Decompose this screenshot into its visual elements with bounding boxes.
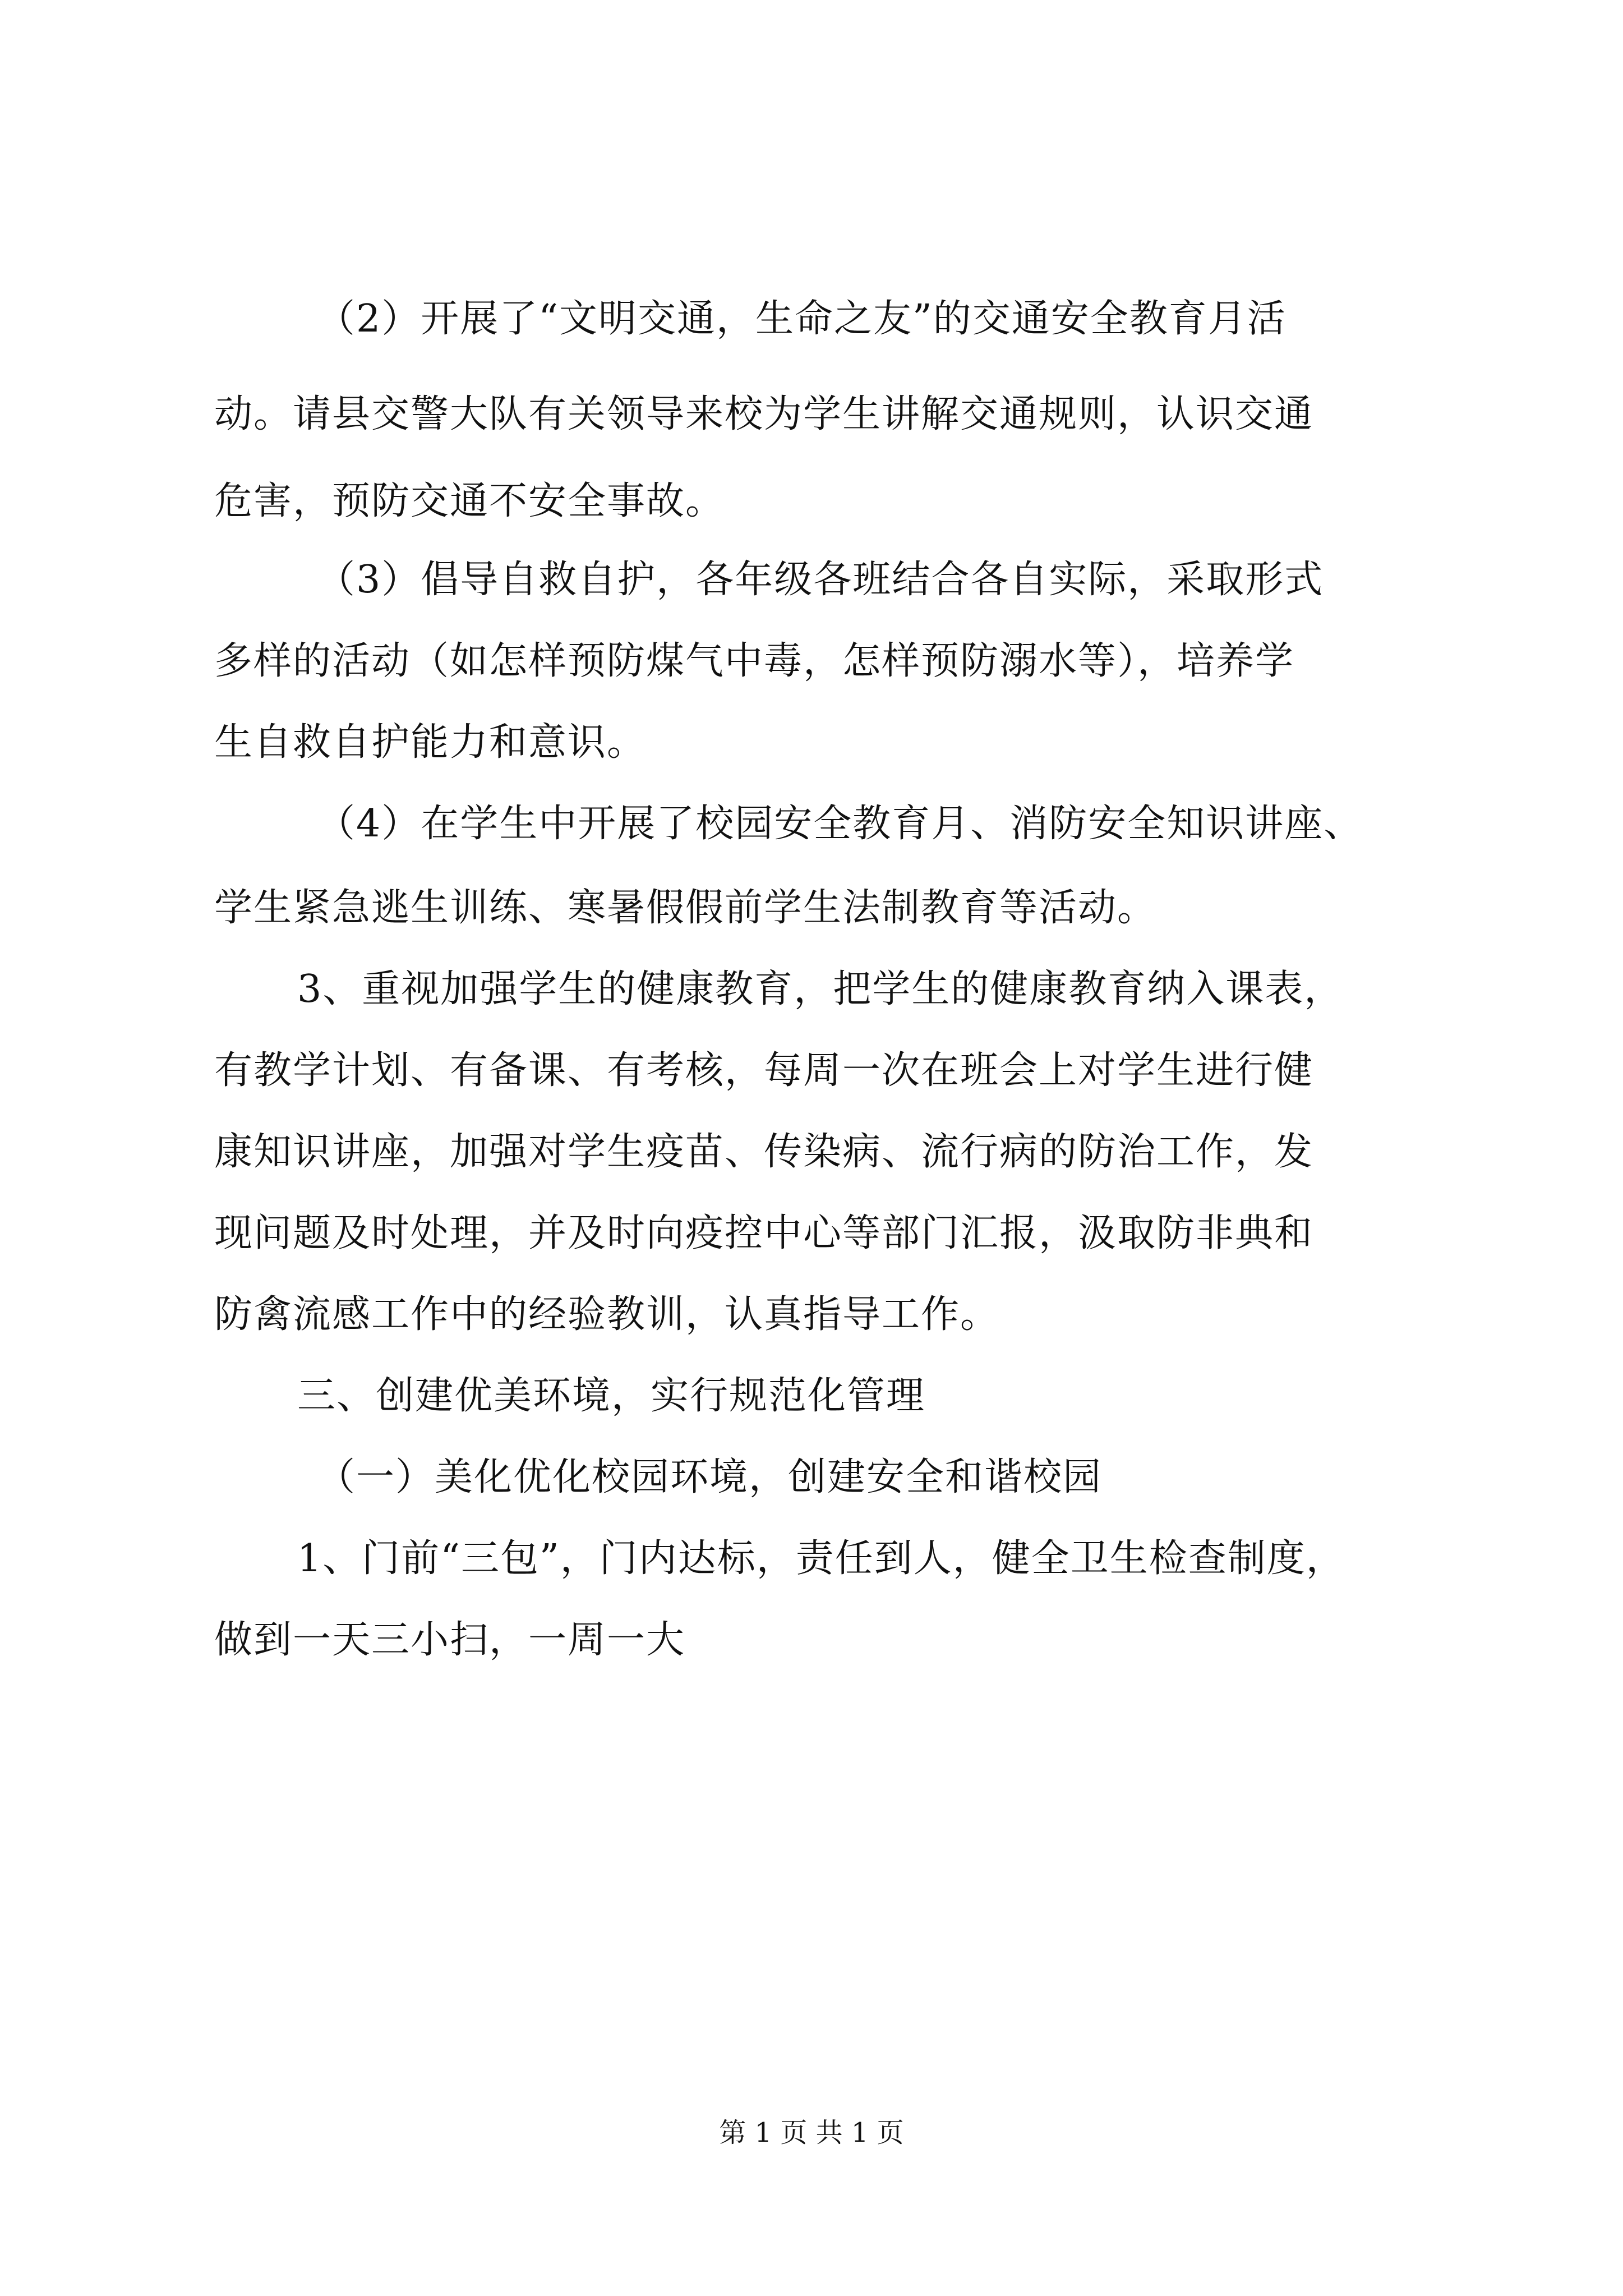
- text-line: 生自救自护能力和意识。: [214, 720, 647, 765]
- text-line: 多样的活动（如怎样预防煤气中毒，怎样预防溺水等），培养学: [214, 639, 1295, 683]
- text-line: （3）倡导自救自护，各年级各班结合各自实际，采取形式: [317, 558, 1324, 602]
- text-line: 动。请县交警大队有关领导来校为学生讲解交通规则，认识交通: [214, 392, 1314, 436]
- text-line: 1、门前“三包”，门内达标，责任到人，健全卫生检查制度，: [297, 1536, 1345, 1581]
- text-line: 现问题及时处理，并及时向疫控中心等部门汇报，汲取防非典和: [214, 1211, 1314, 1255]
- page-number: 第 1 页 共 1 页: [719, 2117, 904, 2148]
- text-line: 康知识讲座，加强对学生疫苗、传染病、流行病的防治工作，发: [214, 1130, 1314, 1174]
- subsection-heading: （一）美化优化校园环境，创建安全和谐校园: [317, 1455, 1103, 1499]
- text-line: （4）在学生中开展了校园安全教育月、消防安全知识讲座、: [317, 802, 1363, 846]
- text-line: 3、重视加强学生的健康教育，把学生的健康教育纳入课表，: [297, 967, 1344, 1011]
- text-line: （2）开展了“文明交通，生命之友”的交通安全教育月活: [317, 297, 1287, 341]
- text-line: 有教学计划、有备课、有考核，每周一次在班会上对学生进行健: [214, 1048, 1314, 1093]
- text-line: 做到一天三小扫，一周一大: [214, 1618, 686, 1662]
- text-line: 危害，预防交通不安全事故。: [214, 479, 725, 523]
- text-line: 学生紧急逃生训练、寒暑假假前学生法制教育等活动。: [214, 886, 1157, 930]
- text-line: 防禽流感工作中的经验教训，认真指导工作。: [214, 1292, 1000, 1337]
- section-heading: 三、创建优美环境，实行规范化管理: [297, 1374, 926, 1418]
